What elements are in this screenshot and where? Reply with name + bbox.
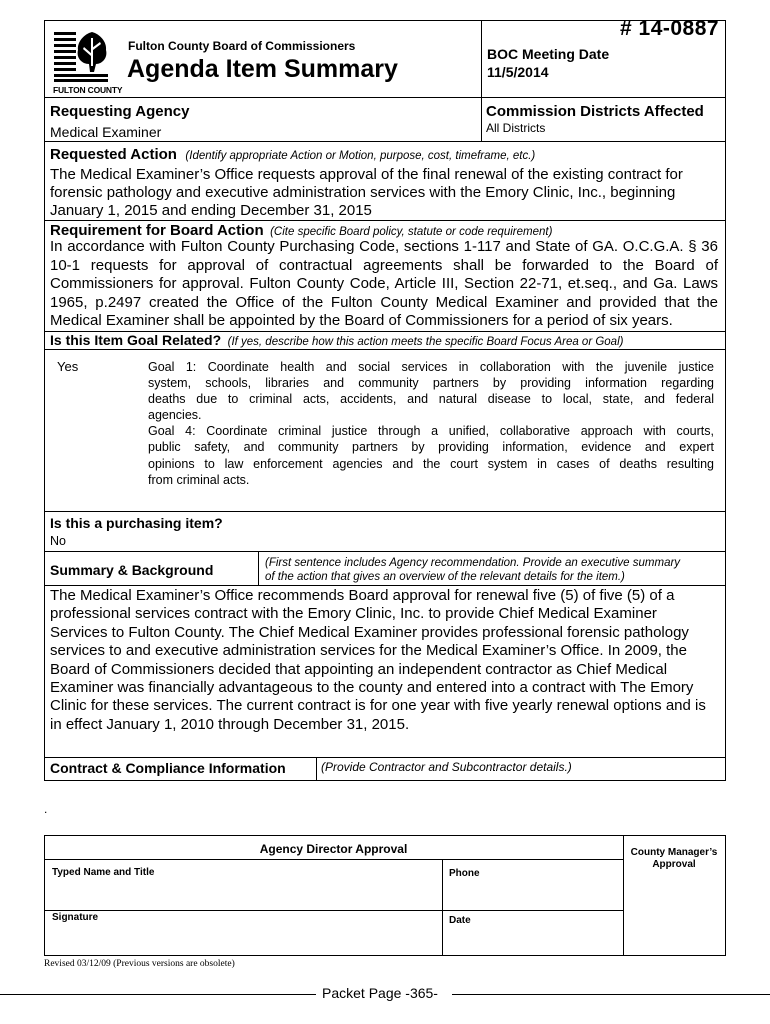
hint-line: (First sentence includes Agency recommendation. Provide an executive summary	[265, 557, 681, 569]
goal-answer: Yes	[57, 359, 79, 374]
signature-label: Signature	[52, 912, 99, 923]
text-line: Goal 1: Coordinate health and social services in collaboration with the juvenile justice	[148, 360, 714, 374]
text-line: deaths due to criminal acts, accidents, and natural disease to local, state, and federal	[148, 392, 714, 407]
org-name: Fulton County Board of Commissioners	[128, 39, 356, 53]
requested-action-text	[50, 166, 718, 220]
text-line: In accordance with Fulton County Purchasing Code, sections 1-117 and State of GA. O.C.G.A. § 36	[50, 238, 718, 255]
approval-divider	[623, 835, 624, 956]
text-line: services to and executive administration services for the Medical Examiner’s Office. In 2009, the	[50, 642, 687, 660]
divider	[44, 585, 726, 586]
purchasing-value: No	[50, 534, 66, 548]
text-line: Services to Fulton County. The Chief Medical Examiner provides professional forensic pathology	[50, 623, 689, 641]
text-line: Board of Commissioners decided that appointing an independent contractor as Chief Medical	[50, 660, 668, 678]
divider	[44, 511, 726, 512]
divider	[44, 97, 726, 98]
districts-value: All Districts	[486, 121, 546, 135]
contract-hint: (Provide Contractor and Subcontractor details.)	[321, 760, 572, 774]
goal-hint: (If yes, describe how this action meets the specific Board Focus Area or Goal)	[227, 336, 624, 348]
divider	[44, 220, 726, 221]
requested-action-hint: (Identify appropriate Action or Motion, purpose, cost, timeframe, etc.)	[185, 150, 536, 162]
text-line: 1965, p.2497 created the Office of the Fulton County Medical Examiner and provided that the	[50, 293, 718, 311]
text-line: Commissioners for approval. Fulton County Code, Article III, Section 22-71, et.seq., and Ga. Laws	[50, 275, 718, 292]
text-line: January 1, 2015 and ending December 31, 2015	[50, 202, 372, 219]
summary-hint	[265, 556, 680, 584]
requirement-label: Requirement for Board Action	[50, 222, 264, 239]
text-line: system, schools, libraries and community partners by providing information regarding	[148, 376, 714, 391]
boc-meeting-date: 11/5/2014	[487, 64, 549, 80]
requesting-agency-value: Medical Examiner	[50, 124, 162, 140]
text-line: Goal 4: Coordinate criminal justice through a unified, collaborative approach with courts,	[148, 424, 714, 439]
footer-rule-right	[452, 994, 770, 995]
text-line: The Medical Examiner’s Office recommends Board approval for renewal five (5) of five (5) of a	[50, 587, 675, 604]
text-line: public safety, and community partners by providing information, evidence and expert	[148, 440, 714, 455]
goal-header	[50, 332, 623, 350]
requirement-text	[50, 238, 718, 331]
divider	[44, 349, 726, 350]
date-label: Date	[449, 915, 471, 926]
summary-label: Summary & Background	[50, 562, 214, 578]
contract-divider	[316, 757, 317, 781]
header-divider	[481, 20, 482, 141]
summary-text	[50, 587, 720, 734]
text-line: Clinic for these services. The current contract is for one year with five yearly renewal options and is	[50, 697, 706, 715]
requirement-hint: (Cite specific Board policy, statute or code requirement)	[270, 226, 553, 238]
text-line: professional services contract with the Emory Clinic, Inc. to provide Chief Medical Examiner	[50, 605, 657, 623]
county-manager-approval: County Manager’s Approval	[630, 847, 718, 870]
boc-meeting-label: BOC Meeting Date	[487, 46, 610, 62]
text-line: agencies.	[148, 408, 202, 423]
text-line: opinions to law enforcement agencies and the court system in cases of deaths resulting	[148, 456, 714, 471]
phone-divider	[442, 859, 443, 956]
text-line: in effect January 1, 2010 through December 31, 2015.	[50, 715, 410, 733]
text-line: Examiner was financially advantageous to the county and entered into a contract with The Emory	[50, 679, 694, 697]
logo-text: FULTON COUNTY	[53, 85, 123, 95]
packet-page: Packet Page -365-	[322, 985, 438, 1001]
text-line: The Medical Examiner’s Office requests approval of the final renewal of the existing contract for	[50, 166, 683, 183]
tree-logo-icon	[52, 28, 110, 84]
item-number: # 14-0887	[620, 17, 720, 40]
agency-director-approval: Agency Director Approval	[259, 842, 408, 856]
requested-action-header	[50, 146, 535, 164]
summary-divider	[258, 551, 259, 585]
fulton-county-logo	[52, 28, 123, 96]
divider	[44, 910, 623, 911]
divider	[44, 141, 726, 142]
goal-label: Is this Item Goal Related?	[50, 332, 222, 348]
text-line: forensic pathology and executive administration services with the Emory Clinic, Inc., beginning	[50, 184, 676, 201]
footer-rule-left	[0, 994, 316, 995]
stray-mark: .	[44, 802, 48, 816]
divider	[44, 551, 726, 552]
revised-note: Revised 03/12/09 (Previous versions are obsolete)	[44, 959, 235, 969]
divider	[44, 757, 726, 758]
text-line: Medical Examiner shall be appointed by the Board of Commissioners for a period of six years.	[50, 312, 673, 329]
purchasing-label: Is this a purchasing item?	[50, 515, 223, 531]
requesting-agency-label: Requesting Agency	[50, 103, 190, 120]
text-line: 10-1 requests for approval of contractual agreements shall be forwarded to the Board of	[50, 256, 718, 274]
phone-label: Phone	[449, 868, 480, 879]
page-title: Agenda Item Summary	[127, 55, 398, 83]
requested-action-label: Requested Action	[50, 146, 177, 163]
goal-text	[148, 359, 714, 488]
contract-label: Contract & Compliance Information	[50, 760, 286, 776]
hint-line: of the action that gives an overview of the relevant details for the item.)	[265, 571, 625, 583]
divider	[44, 859, 623, 860]
text-line: from criminal acts.	[148, 472, 250, 487]
districts-label: Commission Districts Affected	[486, 103, 704, 120]
typed-name-label: Typed Name and Title	[52, 867, 155, 878]
